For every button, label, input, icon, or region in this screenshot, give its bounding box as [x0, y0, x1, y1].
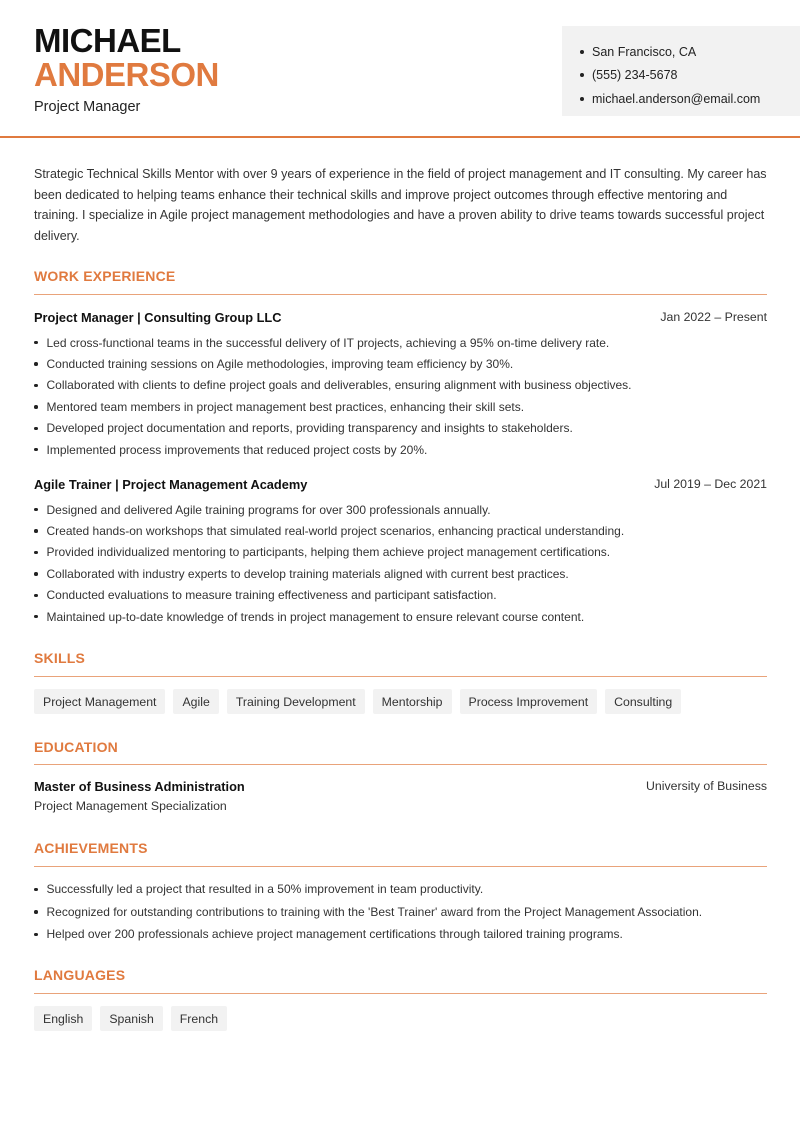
contact-location	[580, 40, 800, 64]
list-item	[34, 901, 767, 924]
bullet-icon	[34, 933, 38, 937]
education-specialization: Project Management Specialization	[34, 799, 227, 813]
list-item	[34, 499, 767, 520]
bullet-icon	[34, 615, 38, 619]
list-item-text: Conducted evaluations to measure training effectiveness and participant satisfaction.	[46, 588, 497, 603]
summary-paragraph: Strategic Technical Skills Mentor with over 9 years of experience in the field of project management and IT consulting. My career has been dedicated to helping teams enhance their technical skills and improve project outcomes through effective mentoring and training. I specialize in Agile project management methodologies and have a proven ability to drive teams towards successful project delivery.	[34, 167, 767, 244]
skill-tag: Consulting	[605, 689, 681, 714]
list-item	[34, 375, 767, 396]
list-item	[34, 396, 767, 417]
list-item-text: Provided individualized mentoring to participants, helping them achieve project management certifications.	[46, 545, 611, 560]
list-item	[34, 563, 767, 584]
list-item-text: Created hands-on workshops that simulated real-world project scenarios, enhancing practical understanding.	[46, 524, 625, 539]
list-item-text: Successfully led a project that resulted in a 50% improvement in team productivity.	[46, 882, 484, 897]
job-dates: Jan 2022 – Present	[660, 310, 767, 324]
skill-tag: Mentorship	[373, 689, 452, 714]
list-item	[34, 923, 767, 946]
email-text[interactable]: michael.anderson@email.com	[592, 91, 761, 106]
section-title-achievements: ACHIEVEMENTS	[34, 840, 148, 856]
list-item-text: Maintained up-to-date knowledge of trends in project management to ensure relevant course content.	[46, 609, 585, 624]
achievements-list	[34, 878, 767, 946]
section-divider	[34, 294, 767, 295]
contact-box	[562, 26, 800, 116]
job-header-2	[34, 477, 767, 492]
bullet-icon	[34, 594, 38, 598]
contact-phone	[580, 64, 800, 88]
resume-header	[0, 0, 800, 138]
list-item	[34, 332, 767, 353]
language-tag: French	[171, 1006, 227, 1031]
last-name: ANDERSON	[34, 56, 219, 93]
first-name: MICHAEL	[34, 22, 181, 59]
list-item-text: Led cross-functional teams in the successful delivery of IT projects, achieving a 95% on-time delivery rate.	[46, 335, 610, 350]
list-item	[34, 520, 767, 541]
job-dates: Jul 2019 – Dec 2021	[654, 477, 767, 491]
bullet-icon	[34, 448, 38, 452]
education-degree: Master of Business Administration	[34, 779, 245, 794]
phone-text: (555) 234-5678	[592, 68, 678, 83]
location-text: San Francisco, CA	[592, 44, 697, 59]
section-title-work: WORK EXPERIENCE	[34, 268, 176, 284]
job-role: Agile Trainer | Project Management Academy	[34, 477, 308, 492]
list-item	[34, 878, 767, 901]
bullet-icon	[580, 73, 584, 77]
section-title-languages: LANGUAGES	[34, 967, 126, 983]
job-role: Project Manager | Consulting Group LLC	[34, 310, 282, 325]
bullet-icon	[34, 427, 38, 431]
section-divider	[34, 676, 767, 677]
skill-tag: Process Improvement	[460, 689, 598, 714]
job-bullets-1	[34, 332, 767, 460]
education-school: University of Business	[646, 779, 767, 793]
bullet-icon	[34, 551, 38, 555]
section-divider	[34, 764, 767, 765]
list-item	[34, 418, 767, 439]
list-item-text: Collaborated with clients to define project goals and deliverables, ensuring alignment with business objectives.	[46, 378, 632, 393]
list-item-text: Helped over 200 professionals achieve project management certifications through tailored training programs.	[46, 927, 623, 942]
section-divider	[34, 993, 767, 994]
language-tag: English	[34, 1006, 92, 1031]
bullet-icon	[34, 910, 38, 914]
bullet-icon	[34, 405, 38, 409]
bullet-icon	[34, 384, 38, 388]
bullet-icon	[34, 362, 38, 366]
list-item-text: Mentored team members in project management best practices, enhancing their skill sets.	[46, 399, 525, 414]
bullet-icon	[34, 341, 38, 345]
bullet-icon	[34, 529, 38, 533]
section-title-skills: SKILLS	[34, 650, 85, 666]
section-divider	[34, 866, 767, 867]
bullet-icon	[34, 572, 38, 576]
list-item-text: Implemented process improvements that reduced project costs by 20%.	[46, 442, 428, 457]
job-header-1	[34, 310, 767, 325]
section-title-education: EDUCATION	[34, 739, 118, 755]
skill-tag: Training Development	[227, 689, 365, 714]
job-title: Project Manager	[34, 99, 141, 115]
list-item	[34, 606, 767, 627]
language-tags	[34, 1006, 227, 1031]
list-item	[34, 439, 767, 460]
bullet-icon	[580, 97, 584, 101]
job-bullets-2	[34, 499, 767, 627]
bullet-icon	[34, 508, 38, 512]
list-item	[34, 585, 767, 606]
list-item-text: Developed project documentation and reports, providing transparency and insights to stakeholders.	[46, 421, 573, 436]
skill-tag: Agile	[173, 689, 218, 714]
bullet-icon	[580, 50, 584, 54]
education-header	[34, 779, 767, 794]
skill-tag: Project Management	[34, 689, 165, 714]
list-item-text: Designed and delivered Agile training programs for over 300 professionals annually.	[46, 502, 491, 517]
list-item-text: Conducted training sessions on Agile methodologies, improving team efficiency by 30%.	[46, 357, 514, 372]
list-item-text: Collaborated with industry experts to develop training materials aligned with current best practices.	[46, 566, 569, 581]
language-tag: Spanish	[100, 1006, 162, 1031]
skills-tags	[34, 689, 681, 714]
list-item-text: Recognized for outstanding contributions to training with the 'Best Trainer' award from the Project Management Association.	[46, 904, 703, 919]
list-item	[34, 542, 767, 563]
bullet-icon	[34, 888, 38, 892]
list-item	[34, 353, 767, 374]
contact-email[interactable]	[580, 87, 800, 111]
